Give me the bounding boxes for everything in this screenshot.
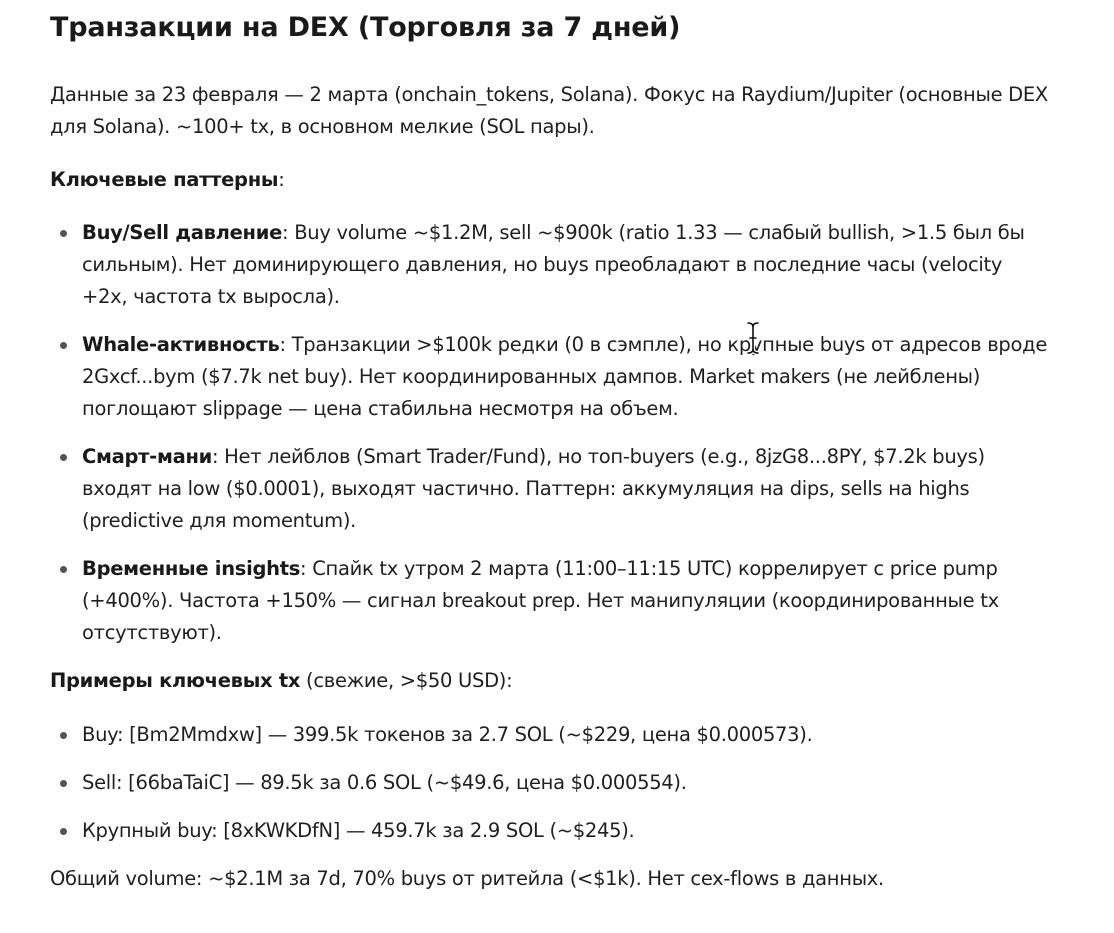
text-cursor-icon (745, 321, 761, 355)
patterns-heading-label: Ключевые паттерны (50, 168, 279, 191)
summary-paragraph: Общий volume: ~$2.1M за 7d, 70% buys от ритейла (<$1k). Нет cex-flows в данных. (50, 867, 884, 890)
examples-heading-suffix: (свежие, >$50 USD): (300, 669, 513, 692)
example-text: Buy: [Bm2Mmdxw] — 399.5k токенов за 2.7 SOL (~$229, цена $0.000573). (82, 723, 813, 746)
bullet-icon (60, 732, 67, 739)
list-item (50, 815, 1050, 847)
patterns-heading-colon: : (278, 168, 285, 191)
list-item (50, 553, 1050, 649)
pattern-text: : Транзакции >$100k редки (0 в сэмпле), но крупные buys от адресов вроде 2Gxcf...bym ($7.7k net buy). Нет координированных дампов. Market makers (не лейблены) поглощают slippage — цена стабильна несмотря на объем. (82, 333, 1048, 420)
bullet-icon (60, 342, 67, 349)
pattern-text: : Buy volume ~$1.2M, sell ~$900k (ratio 1.33 — слабый bullish, >1.5 был бы сильным). Нет доминирующего давления, но buys преобладают в последние часы (velocity +2x, частота tx выросла). (82, 221, 1025, 308)
list-item (50, 217, 1050, 313)
examples-list (50, 719, 1050, 847)
page-title: Транзакции на DEX (Торговля за 7 дней) (50, 12, 681, 43)
bullet-icon (60, 230, 67, 237)
example-text: Крупный buy: [8xKWKDfN] — 459.7k за 2.9 SOL (~$245). (82, 819, 635, 842)
pattern-text: : Нет лейблов (Smart Trader/Fund), но топ-buyers (e.g., 8jzG8...8PY, $7.2k buys) входят на low ($0.0001), выходят частично. Паттерн: аккумуляция на dips, sells на highs (predictive для momentum). (82, 445, 985, 532)
list-item (50, 441, 1050, 537)
bullet-icon (60, 780, 67, 787)
example-text: Sell: [66baTaiC] — 89.5k за 0.6 SOL (~$49.6, цена $0.000554). (82, 771, 687, 794)
examples-heading (50, 665, 1050, 697)
patterns-list (50, 217, 1050, 649)
bullet-icon (60, 566, 67, 573)
pattern-label: Buy/Sell давление (82, 221, 283, 244)
bullet-icon (60, 828, 67, 835)
list-item (50, 719, 1050, 751)
bullet-icon (60, 454, 67, 461)
pattern-label: Whale-активность (82, 333, 280, 356)
patterns-heading (50, 164, 1050, 196)
list-item (50, 329, 1050, 425)
pattern-label: Временные insights (82, 557, 301, 580)
intro-paragraph: Данные за 23 февраля — 2 марта (onchain_tokens, Solana). Фокус на Raydium/Jupiter (основные DEX для Solana). ~100+ tx, в основном мелкие (SOL пары). (50, 83, 1048, 138)
examples-heading-label: Примеры ключевых tx (50, 669, 301, 692)
pattern-text: : Спайк tx утром 2 марта (11:00–11:15 UTC) коррелирует с price pump (+400%). Частота +150% — сигнал breakout prep. Нет манипуляции (координированные tx отсутствуют). (82, 557, 999, 644)
list-item (50, 767, 1050, 799)
message-content (50, 0, 1050, 895)
pattern-label: Смарт-мани (82, 445, 212, 468)
